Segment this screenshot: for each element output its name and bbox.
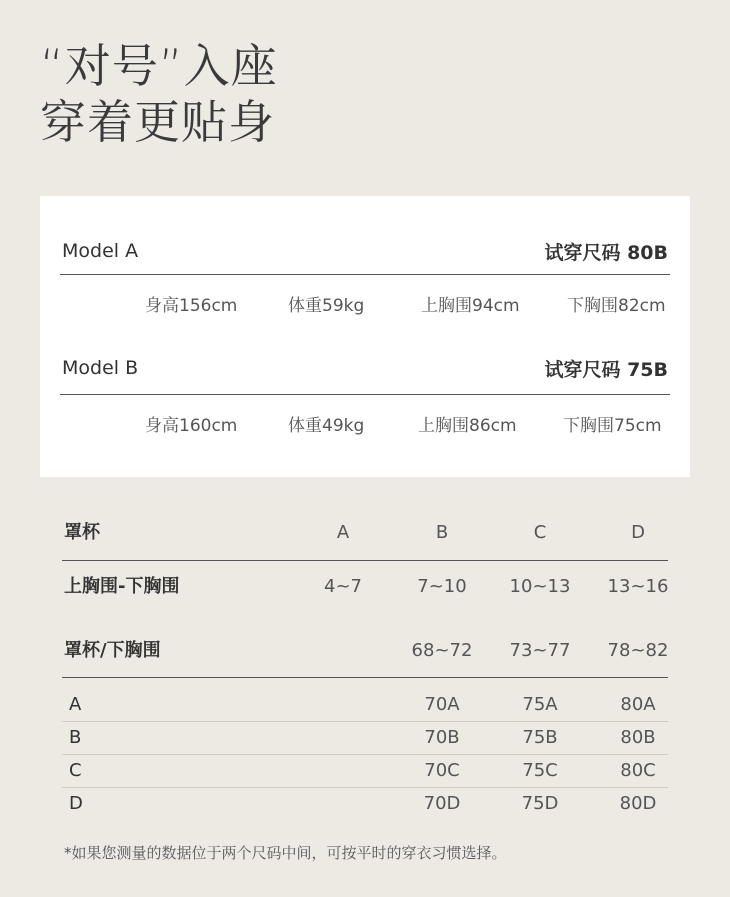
- table-row: [62, 789, 668, 819]
- size-cell: 80A: [620, 694, 656, 715]
- cup-header-row: [62, 518, 668, 548]
- bust-diff-value: 7~10: [417, 576, 467, 597]
- divider: [62, 721, 668, 722]
- headline-line-2: 穿着更贴身: [40, 95, 275, 149]
- bust-diff-value: 4~7: [324, 576, 362, 597]
- size-cell: 75A: [522, 694, 558, 715]
- cup-col-b: B: [435, 522, 449, 543]
- size-cell: 75B: [522, 727, 558, 748]
- model-a-header: [62, 236, 668, 266]
- bust-diff-value: 10~13: [509, 576, 571, 597]
- under-bust-range: 73~77: [509, 640, 571, 661]
- model-b-stats: [40, 411, 690, 435]
- table-row: [62, 690, 668, 720]
- bust-diff-value: 13~16: [607, 576, 669, 597]
- under-bust-stat: 下胸围75cm: [563, 416, 662, 436]
- model-card: [40, 196, 690, 477]
- weight-stat: 体重59kg: [288, 296, 365, 316]
- bust-diff-label: 上胸围-下胸围: [64, 576, 180, 597]
- size-cell: 80B: [620, 727, 656, 748]
- upper-bust-stat: 上胸围94cm: [421, 296, 520, 316]
- headline-line-1: “对号”入座: [40, 39, 278, 93]
- size-cell: 80D: [619, 793, 657, 814]
- size-cell: 70D: [423, 793, 461, 814]
- cup-col-c: C: [533, 522, 547, 543]
- under-bust-range: 78~82: [607, 640, 669, 661]
- size-header-row: [62, 636, 668, 666]
- divider: [62, 677, 668, 678]
- divider: [62, 754, 668, 755]
- divider: [60, 394, 670, 395]
- under-bust-stat: 下胸围82cm: [567, 296, 666, 316]
- divider: [62, 787, 668, 788]
- headline: [40, 38, 278, 150]
- cup-header-label: 罩杯: [64, 522, 100, 543]
- weight-stat: 体重49kg: [288, 416, 365, 436]
- table-row: [62, 756, 668, 786]
- upper-bust-stat: 上胸围86cm: [418, 416, 517, 436]
- model-a-stats: [40, 291, 690, 315]
- footnote: *如果您测量的数据位于两个尺码中间，可按平时的穿衣习惯选择。: [64, 844, 507, 862]
- table-row: [62, 723, 668, 753]
- model-b-header: [62, 353, 668, 383]
- bust-diff-row: [62, 572, 668, 602]
- height-stat: 身高160cm: [145, 416, 238, 436]
- size-cell: 70A: [424, 694, 460, 715]
- size-cell: 70B: [424, 727, 460, 748]
- size-cell: 75D: [521, 793, 559, 814]
- model-size: 试穿尺码 75B: [544, 358, 668, 381]
- height-stat: 身高156cm: [145, 296, 238, 316]
- cup-label: B: [69, 727, 82, 748]
- under-bust-range: 68~72: [411, 640, 473, 661]
- divider: [62, 560, 668, 561]
- cup-label: C: [69, 760, 82, 781]
- size-cell: 70C: [424, 760, 460, 781]
- cup-label: D: [69, 793, 83, 814]
- cup-col-a: A: [336, 522, 350, 543]
- cup-col-d: D: [631, 522, 645, 543]
- model-name: Model B: [62, 357, 139, 379]
- cup-label: A: [69, 694, 82, 715]
- divider: [60, 274, 670, 275]
- size-header-label: 罩杯/下胸围: [64, 640, 161, 661]
- size-cell: 80C: [620, 760, 656, 781]
- model-name: Model A: [62, 240, 139, 262]
- size-cell: 75C: [522, 760, 558, 781]
- model-size: 试穿尺码 80B: [544, 241, 668, 264]
